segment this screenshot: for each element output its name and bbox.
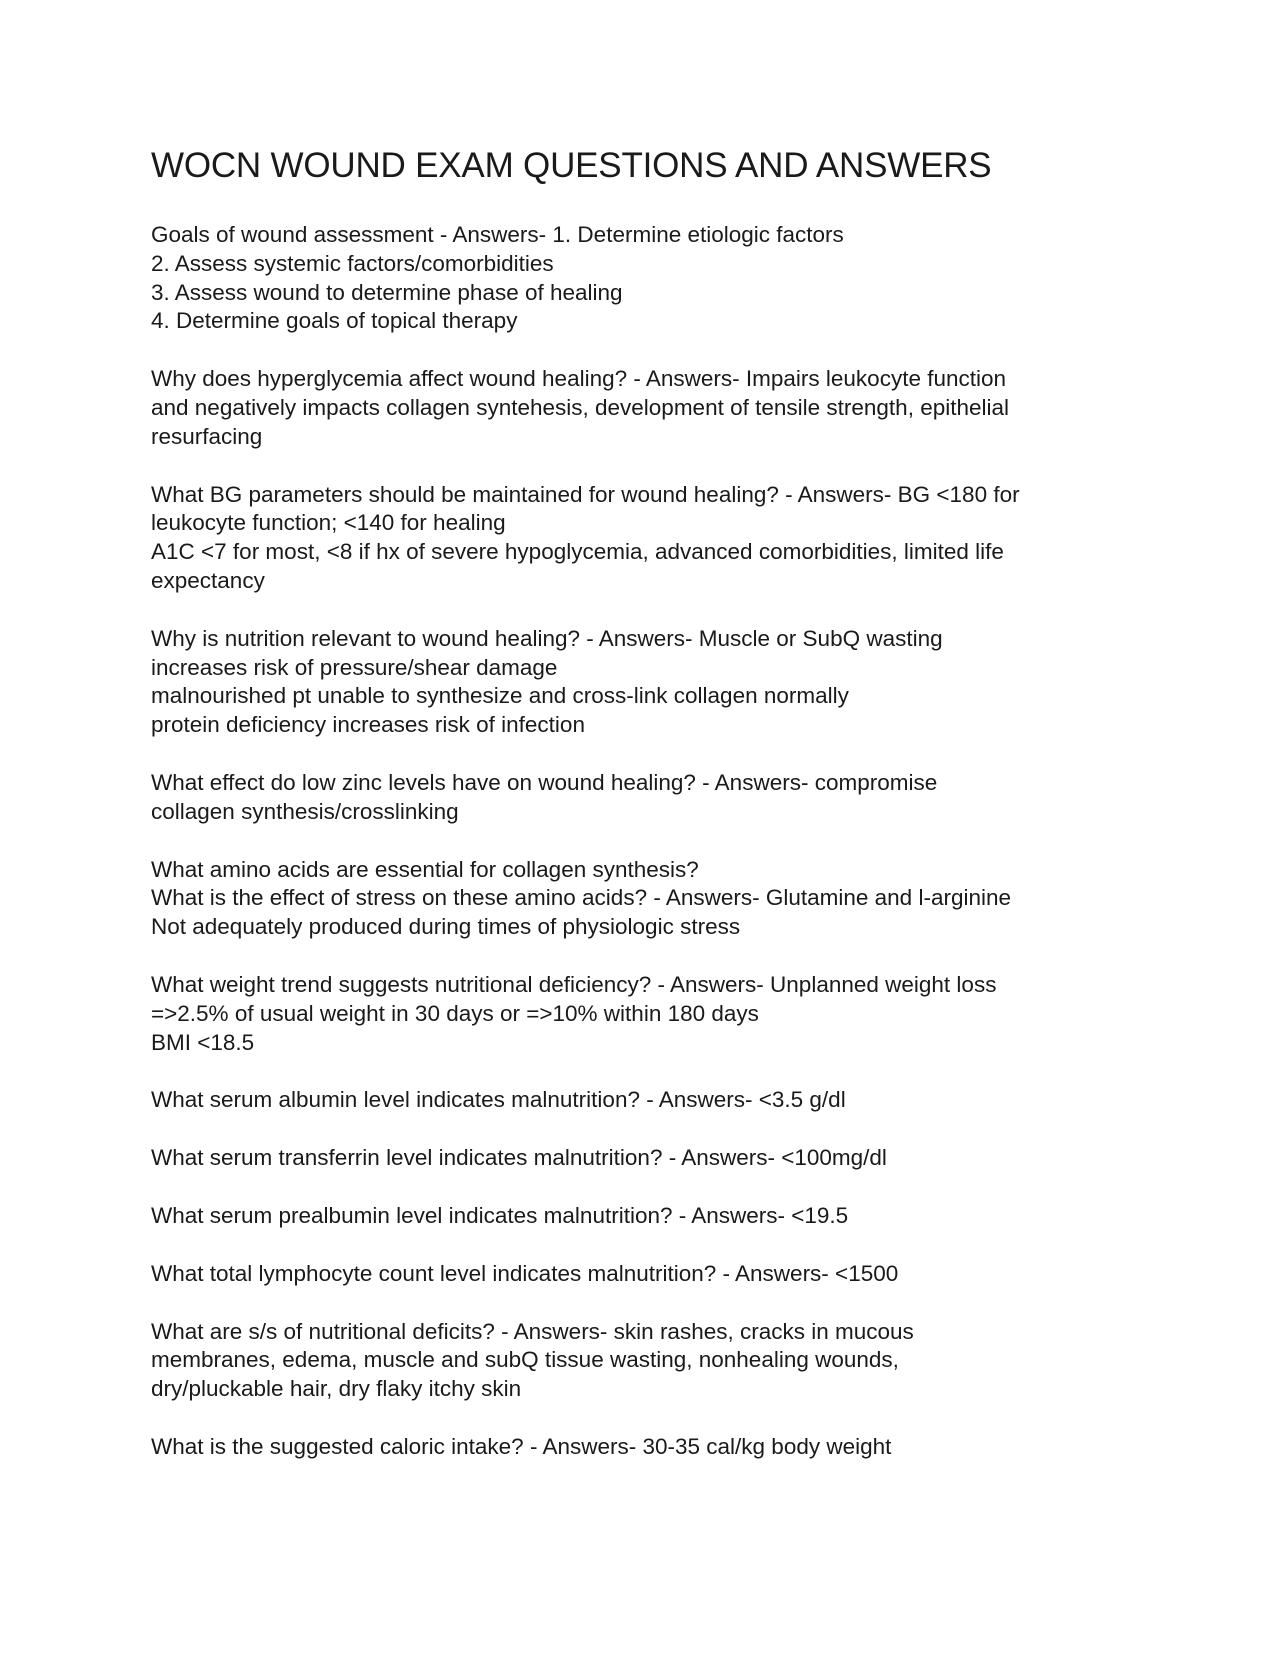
text-line: What serum transferrin level indicates malnutrition? - Answers- <100mg/dl bbox=[151, 1145, 887, 1171]
qa-entry-10 bbox=[151, 1202, 1161, 1231]
text-line: membranes, edema, muscle and subQ tissue wasting, nonhealing wounds, bbox=[151, 1347, 899, 1373]
text-line: and negatively impacts collagen syntehesis, development of tensile strength, epithelial bbox=[151, 394, 1010, 420]
text-line: increases risk of pressure/shear damage bbox=[151, 654, 558, 680]
text-line: BMI <18.5 bbox=[151, 1029, 255, 1055]
text-line: 2. Assess systemic factors/comorbidities bbox=[151, 250, 554, 276]
text-line: leukocyte function; <140 for healing bbox=[151, 510, 506, 536]
text-line: What weight trend suggests nutritional deficiency? - Answers- Unplanned weight loss bbox=[151, 971, 997, 997]
text-line: Goals of wound assessment - Answers- 1. Determine etiologic factors bbox=[151, 222, 844, 247]
text-line: malnourished pt unable to synthesize and cross-link collagen normally bbox=[151, 683, 849, 709]
text-line: What total lymphocyte count level indicates malnutrition? - Answers- <1500 bbox=[151, 1260, 899, 1286]
qa-entry-1 bbox=[151, 221, 1161, 336]
qa-entry-6 bbox=[151, 856, 1161, 942]
qa-entry-3 bbox=[151, 481, 1161, 596]
text-line: resurfacing bbox=[151, 423, 263, 449]
qa-list bbox=[151, 221, 1161, 1491]
qa-entry-4 bbox=[151, 625, 1161, 740]
qa-entry-11 bbox=[151, 1260, 1161, 1289]
text-line: protein deficiency increases risk of infection bbox=[151, 712, 585, 738]
text-line: What is the suggested caloric intake? - Answers- 30-35 cal/kg body weight bbox=[151, 1433, 892, 1459]
document-title: WOCN WOUND EXAM QUESTIONS AND ANSWERS bbox=[151, 146, 992, 185]
text-line: What amino acids are essential for collagen synthesis? bbox=[151, 856, 699, 882]
text-line: 3. Assess wound to determine phase of healing bbox=[151, 279, 623, 305]
text-line: Not adequately produced during times of physiologic stress bbox=[151, 914, 741, 940]
text-line: =>2.5% of usual weight in 30 days or =>10% within 180 days bbox=[151, 1000, 759, 1026]
text-line: What serum prealbumin level indicates malnutrition? - Answers- <19.5 bbox=[151, 1202, 849, 1228]
text-line: What BG parameters should be maintained for wound healing? - Answers- BG <180 for bbox=[151, 481, 1020, 507]
text-line: What are s/s of nutritional deficits? - Answers- skin rashes, cracks in mucous bbox=[151, 1318, 914, 1344]
qa-entry-9 bbox=[151, 1144, 1161, 1173]
text-line: A1C <7 for most, <8 if hx of severe hypoglycemia, advanced comorbidities, limited life bbox=[151, 539, 1004, 565]
qa-entry-13 bbox=[151, 1433, 1161, 1462]
qa-entry-2 bbox=[151, 365, 1161, 451]
qa-entry-5 bbox=[151, 769, 1161, 827]
text-line: Why does hyperglycemia affect wound healing? - Answers- Impairs leukocyte function bbox=[151, 366, 1007, 392]
text-line: What is the effect of stress on these amino acids? - Answers- Glutamine and l-arginine bbox=[151, 885, 1011, 911]
text-line: Why is nutrition relevant to wound healing? - Answers- Muscle or SubQ wasting bbox=[151, 625, 943, 651]
text-line: What serum albumin level indicates malnutrition? - Answers- <3.5 g/dl bbox=[151, 1087, 846, 1113]
text-line: expectancy bbox=[151, 567, 265, 593]
text-line: What effect do low zinc levels have on wound healing? - Answers- compromise bbox=[151, 769, 938, 795]
qa-entry-7 bbox=[151, 971, 1161, 1057]
text-line: 4. Determine goals of topical therapy bbox=[151, 308, 518, 334]
qa-entry-12 bbox=[151, 1318, 1161, 1404]
text-line: collagen synthesis/crosslinking bbox=[151, 798, 459, 824]
text-line: dry/pluckable hair, dry flaky itchy skin bbox=[151, 1376, 522, 1402]
qa-entry-8 bbox=[151, 1086, 1161, 1115]
